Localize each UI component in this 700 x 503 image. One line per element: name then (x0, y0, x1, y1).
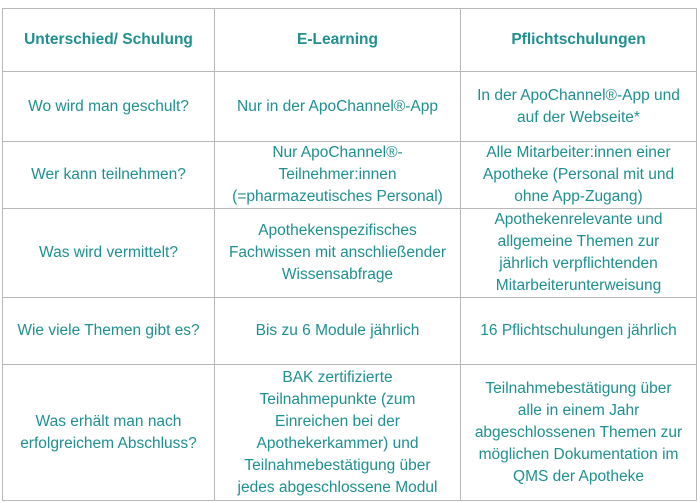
question-cell: Wo wird man geschult? (3, 72, 215, 142)
elearning-cell: Nur ApoChannel®- Teilnehmer:innen (=pharmazeutisches Personal) (215, 142, 461, 209)
elearning-cell: BAK zertifizierte Teilnahmepunkte (zum Einreichen bei der Apothekerkammer) und Teilnahmebestätigung über jedes abgeschlossene Modul (215, 365, 461, 501)
pflicht-cell: 16 Pflichtschulungen jährlich (461, 298, 697, 365)
question-cell: Was erhält man nach erfolgreichem Abschluss? (3, 365, 215, 501)
question-cell: Wie viele Themen gibt es? (3, 298, 215, 365)
pflicht-cell: Apothekenrelevante und allgemeine Themen zur jährlich verpflichtenden Mitarbeiterunterweisung (461, 209, 697, 298)
comparison-table (2, 8, 697, 501)
pflicht-cell: In der ApoChannel®-App und auf der Webseite* (461, 72, 697, 142)
header-cell-pflicht: Pflichtschulungen (461, 9, 697, 72)
pflicht-cell: Alle Mitarbeiter:innen einer Apotheke (Personal mit und ohne App-Zugang) (461, 142, 697, 209)
table-row (3, 209, 697, 298)
table-row (3, 365, 697, 501)
elearning-cell: Apothekenspezifisches Fachwissen mit anschließender Wissensabfrage (215, 209, 461, 298)
question-cell: Wer kann teilnehmen? (3, 142, 215, 209)
header-cell-difference: Unterschied/ Schulung (3, 9, 215, 72)
table-row (3, 142, 697, 209)
question-cell: Was wird vermittelt? (3, 209, 215, 298)
elearning-cell: Nur in der ApoChannel®-App (215, 72, 461, 142)
pflicht-cell: Teilnahmebestätigung über alle in einem Jahr abgeschlossenen Themen zur möglichen Dokumentation im QMS der Apotheke (461, 365, 697, 501)
table-row (3, 72, 697, 142)
elearning-cell: Bis zu 6 Module jährlich (215, 298, 461, 365)
header-cell-elearning: E-Learning (215, 9, 461, 72)
header-row (3, 9, 697, 72)
table-row (3, 298, 697, 365)
